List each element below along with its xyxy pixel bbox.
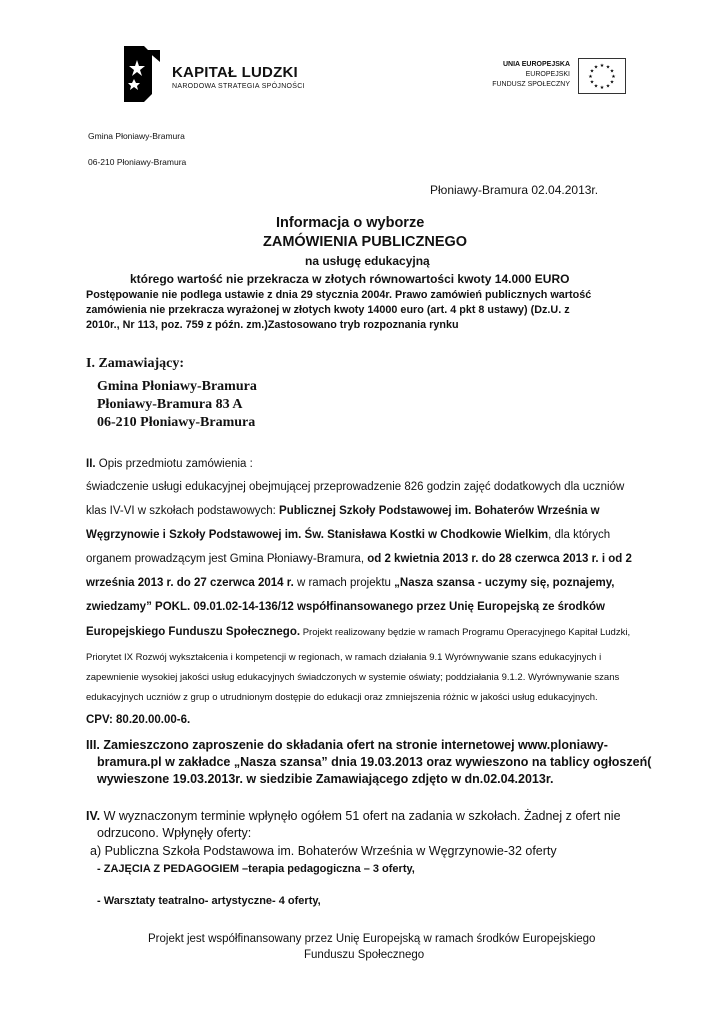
title-note3: 2010r., Nr 113, poz. 759 z późn. zm.)Zastosowano tryb rozpoznania rynku bbox=[86, 319, 459, 331]
date-line: Płoniawy-Bramura 02.04.2013r. bbox=[430, 183, 599, 197]
title-line3: na usługę edukacyjną bbox=[305, 254, 430, 268]
eu-line1: UNIA EUROPEJSKA bbox=[502, 61, 570, 68]
section2-line4b: od 2 kwietnia 2013 r. do 28 czerwca 2013 r. i od 2 bbox=[367, 553, 632, 565]
svg-text:★: ★ bbox=[589, 79, 595, 86]
section2-line9: zapewnienie wysokiej jakości usług edukacyjnych świadczonych w systemie oświaty; poddziałania 9.1.2. Wyrównywanie szans bbox=[86, 672, 620, 683]
title-line4: którego wartość nie przekracza w złotych równowartości kwoty 14.000 EURO bbox=[130, 272, 570, 286]
section2-line10: edukacyjnych uczniów z grup o utrudnionym dostępie do edukacji oraz zmniejszenia różnic w jakości usług edukacyjnych. bbox=[86, 692, 598, 703]
footer-line2: Funduszu Społecznego bbox=[304, 949, 425, 961]
section2-heading bbox=[86, 458, 253, 470]
section2-cpv: CPV: 80.20.00.00-6. bbox=[86, 714, 191, 726]
eu-flag-icon bbox=[578, 58, 626, 94]
section2-title: Opis przedmiotu zamówienia : bbox=[95, 458, 253, 470]
section4-line1-text: W wyznaczonym terminie wpłynęło ogółem 51 ofert na zadania w szkołach. Żadnej z ofert nie bbox=[100, 809, 621, 823]
svg-text:★: ★ bbox=[609, 79, 615, 86]
eu-text bbox=[492, 60, 570, 90]
section2-line5 bbox=[86, 577, 614, 589]
section1-heading: I. Zamawiający: bbox=[86, 356, 184, 371]
section3-line2: bramura.pl w zakładce „Nasza szansa” dnia 19.03.2013 oraz wywieszono na tablicy ogłoszeń( bbox=[97, 755, 652, 769]
section4-line2: odrzucono. Wpłynęły oferty: bbox=[97, 826, 252, 840]
title-line1: Informacja o wyborze bbox=[276, 215, 425, 231]
section2-line2a: klas IV-VI w szkołach podstawowych: bbox=[86, 505, 280, 517]
section2-line6: zwiedzamy” POKL. 09.01.02-14-136/12 współfinansowanego przez Unię Europejską ze środków bbox=[86, 601, 605, 613]
svg-text:★: ★ bbox=[605, 83, 611, 90]
svg-text:★: ★ bbox=[599, 85, 605, 91]
title-note2: zamówienia nie przekracza wyrażonej w złotych kwoty 14000 euro (art. 4 pkt 8 ustawy) (Dz.U. z bbox=[86, 304, 570, 316]
section3-line3: wywieszone 19.03.2013r. w siedzibie Zamawiającego zdjęto w dn.02.04.2013r. bbox=[97, 772, 554, 786]
kapital-ludzki-logo-icon bbox=[122, 46, 162, 102]
section2-line5b: w ramach projektu bbox=[293, 577, 395, 589]
section1-line2: Płoniawy-Bramura 83 A bbox=[97, 397, 243, 412]
eu-logo bbox=[480, 58, 626, 94]
section2-line4 bbox=[86, 553, 632, 565]
section2-line5c: „Nasza szansa - uczymy się, poznajemy, bbox=[394, 577, 615, 589]
svg-text:★: ★ bbox=[599, 63, 605, 69]
section4-line3: a) Publiczna Szkoła Podstawowa im. Bohaterów Września w Węgrzynowie-32 oferty bbox=[90, 844, 557, 858]
section2-line7a: Europejskiego Funduszu Społecznego. bbox=[86, 626, 301, 638]
section2-line3 bbox=[86, 529, 610, 541]
section2-num: II. bbox=[86, 458, 96, 470]
section4-num: IV. bbox=[86, 809, 101, 823]
section2-line4a: organem prowadzącym jest Gmina Płoniawy-Bramura, bbox=[86, 553, 368, 565]
svg-text:★: ★ bbox=[588, 74, 593, 80]
section2-line5a: września 2013 r. do 27 czerwca 2014 r. bbox=[86, 577, 294, 589]
svg-text:★: ★ bbox=[593, 83, 599, 90]
kapital-ludzki-logo bbox=[122, 46, 312, 108]
section2-line3b: , dla których bbox=[548, 529, 611, 541]
footer-line1: Projekt jest współfinansowany przez Unię Europejską w ramach środków Europejskiego bbox=[148, 933, 596, 945]
title-note1: Postępowanie nie podlega ustawie z dnia 29 stycznia 2004r. Prawo zamówień publicznych wartość bbox=[86, 289, 592, 301]
section2-line3a: Węgrzynowie i Szkoły Podstawowej im. Św. Stanisława Kostki w Chodkowie Wielkim bbox=[86, 529, 549, 541]
svg-text:★: ★ bbox=[609, 68, 615, 75]
svg-text:★: ★ bbox=[593, 64, 599, 71]
section1-line1: Gmina Płoniawy-Bramura bbox=[97, 379, 257, 394]
section2-line1: świadczenie usługi edukacyjnej obejmującej przeprowadzenie 826 godzin zajęć dodatkowych dla uczniów bbox=[86, 481, 625, 493]
section4-line5: - Warsztaty teatralno- artystyczne- 4 oferty, bbox=[97, 895, 321, 907]
kapital-ludzki-subtitle: NARODOWA STRATEGIA SPÓJNOŚCI bbox=[172, 83, 305, 90]
eu-line3: FUNDUSZ SPOŁECZNY bbox=[492, 81, 570, 88]
section2-line7 bbox=[86, 626, 630, 638]
kapital-ludzki-title: KAPITAŁ LUDZKI bbox=[172, 64, 298, 81]
section2-line7b: Projekt realizowany będzie w ramach Programu Operacyjnego Kapitał Ludzki, bbox=[300, 627, 631, 638]
section3-line1: III. Zamieszczono zaproszenie do składania ofert na stronie internetowej www.ploniawy- bbox=[86, 738, 608, 752]
svg-text:★: ★ bbox=[611, 74, 616, 80]
title-line2: ZAMÓWIENIA PUBLICZNEGO bbox=[263, 234, 468, 250]
svg-text:★: ★ bbox=[589, 68, 595, 75]
svg-text:★: ★ bbox=[605, 64, 611, 71]
section2-line8: Priorytet IX Rozwój wykształcenia i kompetencji w regionach, w ramach działania 9.1 Wyrównywanie szans edukacyjnych i bbox=[86, 652, 602, 663]
sender-line1: Gmina Płoniawy-Bramura bbox=[88, 131, 185, 141]
section1-line3: 06-210 Płoniawy-Bramura bbox=[97, 415, 256, 430]
section4-line4: - ZAJĘCIA Z PEDAGOGIEM –terapia pedagogiczna – 3 oferty, bbox=[97, 863, 415, 875]
eu-line2: EUROPEJSKI bbox=[525, 71, 570, 78]
section2-line2b: Publicznej Szkoły Podstawowej im. Bohaterów Września w bbox=[279, 505, 600, 517]
section4-line1 bbox=[86, 809, 621, 823]
section2-line2 bbox=[86, 505, 600, 517]
sender-line2: 06-210 Płoniawy-Bramura bbox=[88, 157, 187, 167]
